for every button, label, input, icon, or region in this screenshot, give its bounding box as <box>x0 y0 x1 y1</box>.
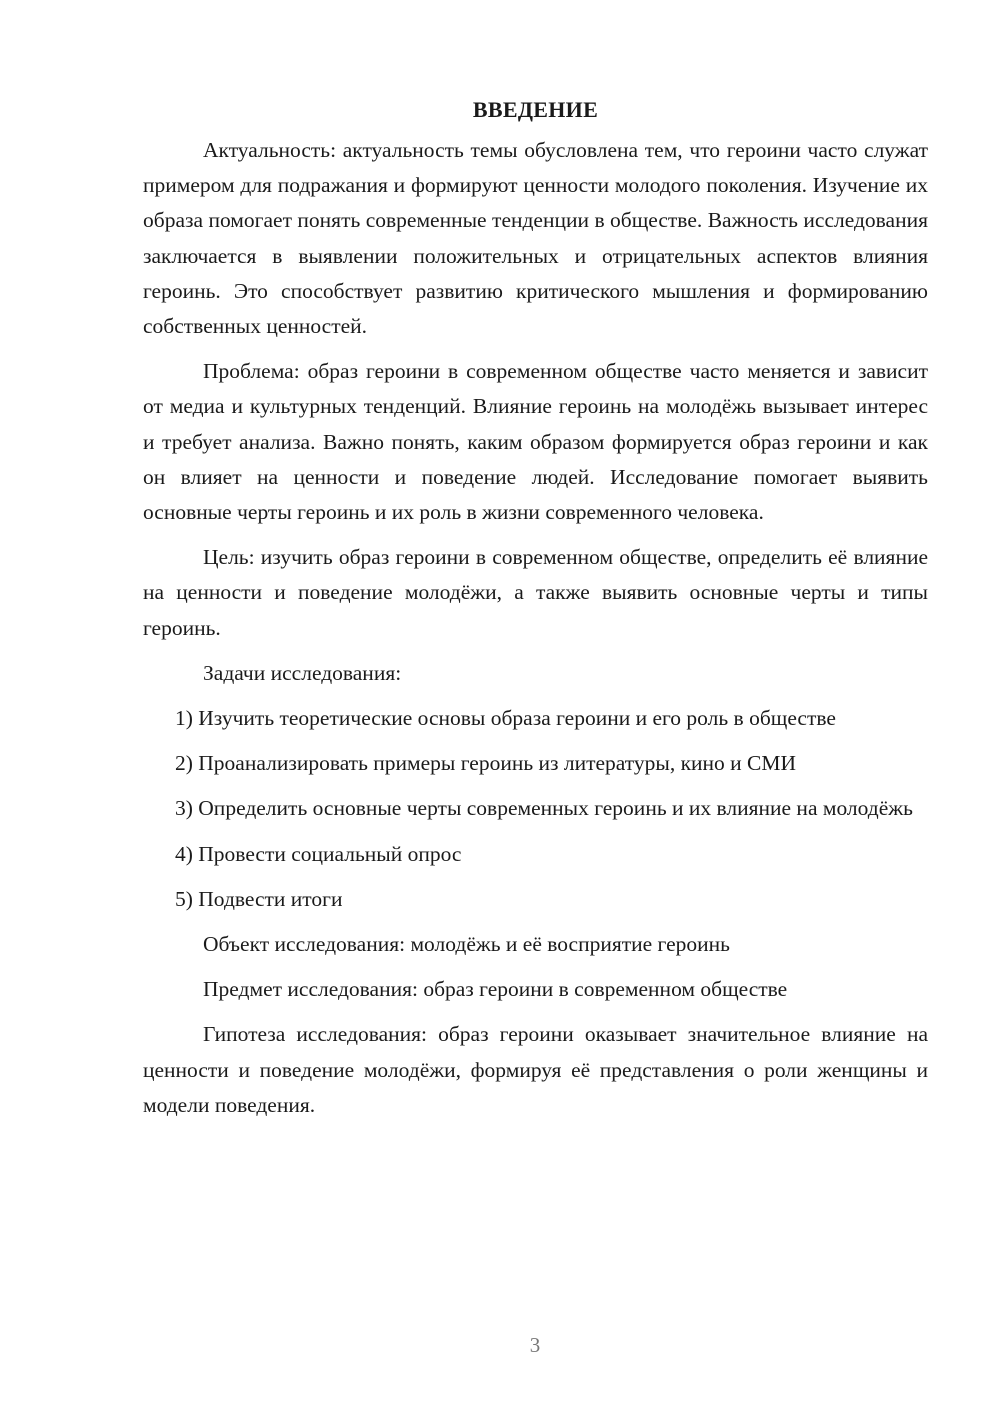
task-item-5: 5) Подвести итоги <box>175 886 343 911</box>
task-item-1: 1) Изучить теоретические основы образа героини и его роль в обществе <box>175 706 836 731</box>
tasks-heading: Задачи исследования: <box>203 660 402 685</box>
paragraph-subject: Предмет исследования: образ героини в современном обществе <box>203 977 788 1002</box>
paragraph-relevance: Актуальность: актуальность темы обусловлена тем, что героини часто служат примером для подражания и формируют ценности молодого поколения. Изучение их образа помогает понять современные тенденции в обществе. Важность исследования заключается в выявлении положительных и отрицательных аспектов влияния героинь. Это способствует развитию критического мышления и формированию собственных ценностей. <box>143 138 928 339</box>
paragraph-object: Объект исследования: молодёжь и её восприятие героинь <box>203 932 730 957</box>
paragraph-goal: Цель: изучить образ героини в современном обществе, определить её влияние на ценности и поведение молодёжи, а также выявить основные черты и типы героинь. <box>143 545 928 640</box>
paragraph-problem: Проблема: образ героини в современном обществе часто меняется и зависит от медиа и культурных тенденций. Влияние героинь на молодёжь вызывает интерес и требует анализа. Важно понять, каким образом формируется образ героини и как он влияет на ценности и поведение людей. Исследование помогает выявить основные черты героинь и их роль в жизни современного человека. <box>143 359 928 525</box>
section-title: ВВЕДЕНИЕ <box>472 97 599 122</box>
paragraph-hypothesis: Гипотеза исследования: образ героини оказывает значительное влияние на ценности и поведение молодёжи, формируя её представления о роли женщины и модели поведения. <box>143 1022 928 1117</box>
task-item-3: 3) Определить основные черты современных героинь и их влияние на молодёжь <box>175 796 913 821</box>
document-page <box>143 92 928 1133</box>
page-number: 3 <box>529 1333 541 1357</box>
task-item-4: 4) Провести социальный опрос <box>175 841 462 866</box>
task-item-2: 2) Проанализировать примеры героинь из литературы, кино и СМИ <box>175 751 797 776</box>
